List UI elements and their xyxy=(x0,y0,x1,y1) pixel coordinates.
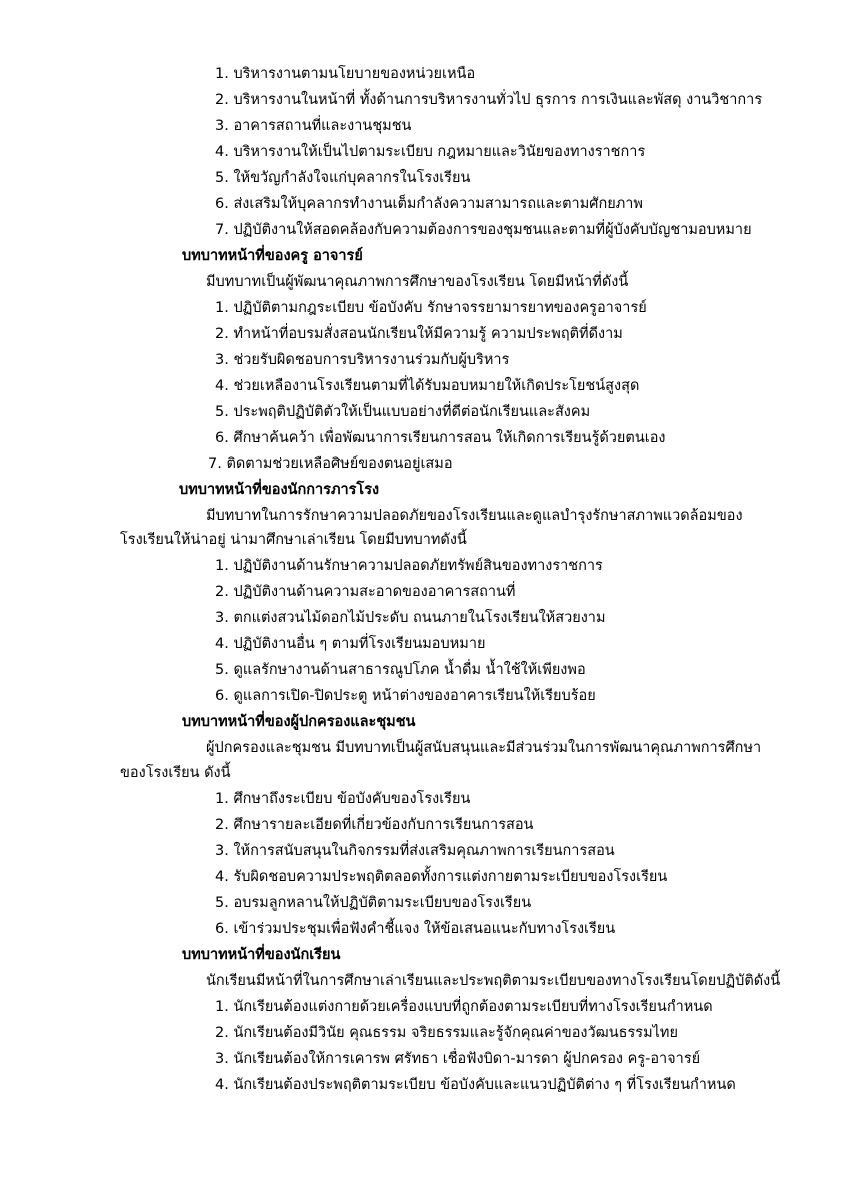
list-item: 2. บริหารงานในหน้าที่ ทั้งด้านการบริหารงานทั่วไป ธุรการ การเงินและพัสดุ งานวิชาการ xyxy=(215,92,763,108)
list-item: 5. อบรมลูกหลานให้ปฏิบัติตามระเบียบของโรงเรียน xyxy=(215,895,532,911)
list-item: 4. รับผิดชอบความประพฤติตลอดทั้งการแต่งกายตามระเบียบของโรงเรียน xyxy=(215,869,668,885)
list-item: 5. ดูแลรักษางานด้านสาธารณูปโภค น้ำดื่ม น้ำใช้ให้เพียงพอ xyxy=(215,662,586,678)
list-item: 2. ทำหน้าที่อบรมสั่งสอนนักเรียนให้มีความรู้ ความประพฤติที่ดีงาม xyxy=(215,326,623,342)
section-intro: มีบทบาทเป็นผู้พัฒนาคุณภาพการศึกษาของโรงเรียน โดยมีหน้าที่ดังนี้ xyxy=(206,274,629,290)
section-intro: ผู้ปกครองและชุมชน มีบทบาทเป็นผู้สนับสนุนและมีส่วนร่วมในการพัฒนาคุณภาพการศึกษา xyxy=(206,740,762,756)
section-intro: มีบทบาทในการรักษาความปลอดภัยของโรงเรียนและดูแลบำรุงรักษาสภาพแวดล้อมของ xyxy=(206,508,743,524)
section-heading-parents: บทบาทหน้าที่ของผู้ปกครองและชุมชน xyxy=(182,714,416,730)
list-item: 1. ปฏิบัติตามกฎระเบียบ ข้อบังคับ รักษาจรรยามารยาทของครูอาจารย์ xyxy=(215,300,647,316)
list-item: 3. ตกแต่งสวนไม้ดอกไม้ประดับ ถนนภายในโรงเรียนให้สวยงาม xyxy=(215,610,606,626)
list-item: 2. ศึกษารายละเอียดที่เกี่ยวข้องกับการเรียนการสอน xyxy=(215,817,534,833)
list-item: 4. ปฏิบัติงานอื่น ๆ ตามที่โรงเรียนมอบหมาย xyxy=(215,636,486,652)
list-item: 3. ช่วยรับผิดชอบการบริหารงานร่วมกับผู้บริหาร xyxy=(215,352,510,368)
list-item: 7. ติดตามช่วยเหลือศิษย์ของตนอยู่เสมอ xyxy=(208,456,453,472)
section-heading-students: บทบาทหน้าที่ของนักเรียน xyxy=(182,947,341,963)
list-item: 1. บริหารงานตามนโยบายของหน่วยเหนือ xyxy=(215,66,476,82)
section-heading-janitor: บทบาทหน้าที่ของนักการภารโรง xyxy=(179,482,380,498)
list-item: 3. ให้การสนับสนุนในกิจกรรมที่ส่งเสริมคุณภาพการเรียนการสอน xyxy=(215,843,615,859)
list-item: 6. ส่งเสริมให้บุคลากรทำงานเต็มกำลังความสามารถและตามศักยภาพ xyxy=(215,196,643,212)
list-item: 1. ปฏิบัติงานด้านรักษาความปลอดภัยทรัพย์สินของทางราชการ xyxy=(215,558,603,574)
section-intro: นักเรียนมีหน้าที่ในการศึกษาเล่าเรียนและประพฤติตามระเบียบของทางโรงเรียนโดยปฏิบัติดังนี้ xyxy=(206,973,781,989)
list-item: 5. ให้ขวัญกำลังใจแก่บุคลากรในโรงเรียน xyxy=(215,170,471,186)
list-item: 1. ศึกษาถึงระเบียบ ข้อบังคับของโรงเรียน xyxy=(215,791,471,807)
list-item: 6. ศึกษาค้นคว้า เพื่อพัฒนาการเรียนการสอน ให้เกิดการเรียนรู้ด้วยตนเอง xyxy=(215,430,666,446)
list-item: 1. นักเรียนต้องแต่งกายด้วยเครื่องแบบที่ถูกต้องตามระเบียบที่ทางโรงเรียนกำหนด xyxy=(215,999,713,1015)
list-item: 5. ประพฤติปฏิบัติตัวให้เป็นแบบอย่างที่ดีต่อนักเรียนและสังคม xyxy=(215,404,591,420)
list-item: 6. ดูแลการเปิด-ปิดประตู หน้าต่างของอาคารเรียนให้เรียบร้อย xyxy=(215,688,596,704)
list-item: 6. เข้าร่วมประชุมเพื่อฟังคำชี้แจง ให้ข้อเสนอแนะกับทางโรงเรียน xyxy=(215,921,616,937)
list-item: 4. บริหารงานให้เป็นไปตามระเบียบ กฎหมายและวินัยของทางราชการ xyxy=(215,144,646,160)
list-item: 3. อาคารสถานที่และงานชุมชน xyxy=(215,118,412,134)
section-intro-continued: ของโรงเรียน ดังนี้ xyxy=(120,765,231,781)
list-item: 4. ช่วยเหลืองานโรงเรียนตามที่ได้รับมอบหมายให้เกิดประโยชน์สูงสุด xyxy=(215,378,640,394)
list-item: 7. ปฏิบัติงานให้สอดคล้องกับความต้องการของชุมชนและตามที่ผู้บังคับบัญชามอบหมาย xyxy=(215,222,752,238)
section-intro-continued: โรงเรียนให้น่าอยู่ น่ามาศึกษาเล่าเรียน โดยมีบทบาทดังนี้ xyxy=(120,532,467,548)
list-item: 4. นักเรียนต้องประพฤติตามระเบียบ ข้อบังคับและแนวปฏิบัติต่าง ๆ ที่โรงเรียนกำหนด xyxy=(215,1077,736,1093)
list-item: 2. นักเรียนต้องมีวินัย คุณธรรม จริยธรรมและรู้จักคุณค่าของวัฒนธรรมไทย xyxy=(215,1025,678,1041)
list-item: 2. ปฏิบัติงานด้านความสะอาดของอาคารสถานที่ xyxy=(215,584,516,600)
section-heading-teacher: บทบาทหน้าที่ของครู อาจารย์ xyxy=(182,248,363,264)
list-item: 3. นักเรียนต้องให้การเคารพ ศรัทธา เชื่อฟังบิดา-มารดา ผู้ปกครอง ครู-อาจารย์ xyxy=(215,1051,701,1067)
